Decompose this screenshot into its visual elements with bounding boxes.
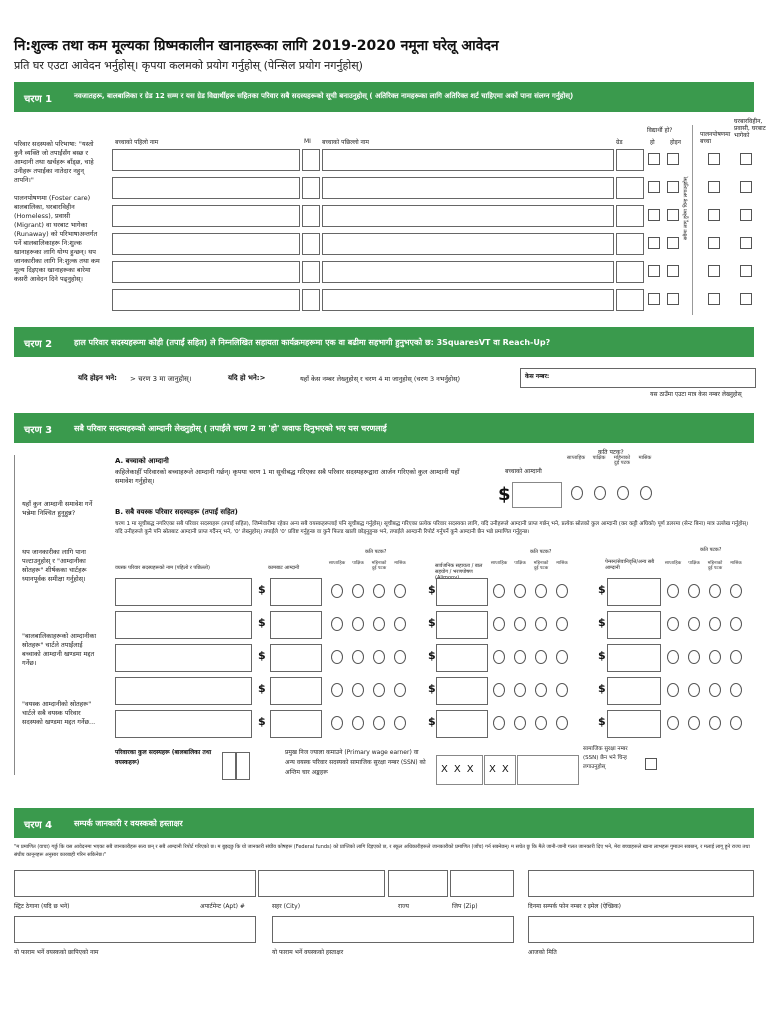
signature-label: यो फाराम भर्ने वयस्कको हस्ताक्षर xyxy=(272,949,344,956)
child-grade-field[interactable] xyxy=(616,261,644,283)
pension-income-dollar: $ xyxy=(598,649,606,662)
child-income-frequency-option[interactable] xyxy=(571,486,583,500)
work-frequency-option[interactable] xyxy=(373,617,385,631)
step2-if-no-action: > चरण 3 मा जानुहोस्। xyxy=(130,375,192,383)
assist-frequency-option[interactable] xyxy=(556,584,568,598)
date-label: आजको मिति xyxy=(528,949,557,956)
assist-income-field[interactable] xyxy=(436,677,488,705)
case-number-field[interactable] xyxy=(520,368,756,388)
foster-checkbox[interactable] xyxy=(708,181,720,193)
pension-frequency-option[interactable] xyxy=(688,617,700,631)
student-yes-checkbox[interactable] xyxy=(648,153,660,165)
printed-name-field[interactable] xyxy=(14,916,256,943)
pension-frequency-option[interactable] xyxy=(730,617,742,631)
ssn-label: प्रमुख निज ज्याला कमाउने (Primary wage earner) वा अन्य वयस्क परिवार सदस्यको सामाजिक सुरक्षा नम्बर (SSN) को अन्तिम चार अङ्कहरू xyxy=(285,749,426,776)
work-frequency-option[interactable] xyxy=(331,683,343,697)
student-yes-checkbox[interactable] xyxy=(648,181,660,193)
work-income-dollar: $ xyxy=(258,682,266,695)
child-grade-field[interactable] xyxy=(616,177,644,199)
child-first-name-field[interactable] xyxy=(112,205,300,227)
assist-frequency-option[interactable] xyxy=(493,716,505,730)
col-assistance-income: सार्वजनिक सहायता / बाल सहयोग / भरणपोषण xyxy=(435,563,483,575)
assist-frequency-option[interactable] xyxy=(493,650,505,664)
pension-frequency-option[interactable] xyxy=(709,617,721,631)
step3-band xyxy=(14,413,754,443)
work-frequency-option[interactable] xyxy=(373,683,385,697)
work-frequency-option[interactable] xyxy=(331,617,343,631)
no-ssn-checkbox[interactable] xyxy=(645,758,657,770)
frequency-header: महिनाको दुई पटक xyxy=(707,561,723,571)
child-income-field[interactable] xyxy=(512,482,562,508)
step4-band xyxy=(14,808,754,838)
child-mi-field[interactable] xyxy=(302,205,320,227)
pension-income-field[interactable] xyxy=(607,578,661,606)
foster-checkbox[interactable] xyxy=(708,153,720,165)
adult-income-title: B. सबै वयस्क परिवार सदस्यहरू (तपाईं सहित) xyxy=(115,508,238,516)
ssn-mask-2: XX xyxy=(489,764,515,775)
work-frequency-option[interactable] xyxy=(373,584,385,598)
work-frequency-option[interactable] xyxy=(352,617,364,631)
frequency-header: पाक्षिक xyxy=(514,561,526,566)
assist-frequency-option[interactable] xyxy=(493,584,505,598)
assist-frequency-option[interactable] xyxy=(535,650,547,664)
step2-band xyxy=(14,327,754,357)
col-last-name: बच्चाको पछिल्लो नाम xyxy=(322,139,369,146)
frequency-header: साप्ताहिक xyxy=(490,561,508,566)
frequency-header: महिनाको दुई पटक xyxy=(371,561,387,571)
step1-foster-note: पालनपोषणमा (Foster care) बालबालिका, घरबारविहीन (Homeless), प्रवासी (Migrant) वा घरबाट भागेका (Runaway) को परिभाषाअन्तर्गत पर्ने बालबालिकाहरू नि:शुल्क खानाहरूका लागि योग्य हुन्छन्। थप जानकारीका लागि नि:शुल्क तथा कम मूल्य दिइएका खानाहरूका बारेमा कसरी आवेदन दिने पढ्नुहोस्। xyxy=(14,194,100,283)
col-grade: ग्रेड xyxy=(616,139,623,146)
frequency-header: महिनाको दुई पटक xyxy=(613,455,631,466)
work-income-field[interactable] xyxy=(270,611,322,639)
step1-band xyxy=(14,82,754,112)
vertical-mark-note: सबैमा लागू हुनेमा चिन्ह लगाउनुहोस् xyxy=(683,176,689,240)
child-income-frequency-option[interactable] xyxy=(617,486,629,500)
work-frequency-option[interactable] xyxy=(373,650,385,664)
child-grade-field[interactable] xyxy=(616,233,644,255)
work-frequency-option[interactable] xyxy=(352,650,364,664)
child-first-name-field[interactable] xyxy=(112,289,300,311)
how-often-assist: कति पटक? xyxy=(530,549,552,555)
homeless-migrant-runaway-checkbox[interactable] xyxy=(740,293,752,305)
assist-income-dollar: $ xyxy=(428,616,436,629)
street-address-field[interactable] xyxy=(14,870,256,897)
pension-frequency-option[interactable] xyxy=(667,716,679,730)
work-frequency-option[interactable] xyxy=(394,683,406,697)
step2-if-yes-action: यहाँ केस नम्बर लेख्नुहोस् र चरण 4 मा जानुहोस् (चरण 3 नभर्नुहोस्) xyxy=(300,375,460,383)
assist-frequency-option[interactable] xyxy=(535,683,547,697)
col-first-name: बच्चाको पहिलो नाम xyxy=(115,139,159,146)
total-members-label: परिवारका कुल सदस्यहरू (बालबालिका तथा वयस्कहरू) xyxy=(115,749,212,766)
student-no-checkbox[interactable] xyxy=(667,265,679,277)
assist-frequency-option[interactable] xyxy=(514,617,526,631)
work-income-dollar: $ xyxy=(258,649,266,662)
pension-frequency-option[interactable] xyxy=(730,716,742,730)
col-pension-income: पेन्सन/सेवानिवृत्ति/अन्य सबै आम्दानी xyxy=(605,559,655,571)
child-grade-field[interactable] xyxy=(616,149,644,171)
foster-checkbox[interactable] xyxy=(708,293,720,305)
child-last-name-field[interactable] xyxy=(322,233,614,255)
frequency-header: साप्ताहिक xyxy=(664,561,682,566)
step2-if-no: यदि होइन भने: xyxy=(78,374,117,382)
child-income-frequency-option[interactable] xyxy=(594,486,606,500)
work-frequency-option[interactable] xyxy=(373,716,385,730)
work-income-field[interactable] xyxy=(270,710,322,738)
frequency-header: पाक्षिक xyxy=(352,561,364,566)
pension-frequency-option[interactable] xyxy=(688,683,700,697)
pension-frequency-option[interactable] xyxy=(709,683,721,697)
work-income-dollar: $ xyxy=(258,715,266,728)
work-income-field[interactable] xyxy=(270,644,322,672)
adult-name-field[interactable] xyxy=(115,644,252,672)
frequency-header: मासिक xyxy=(556,561,568,566)
assist-income-field[interactable] xyxy=(436,611,488,639)
frequency-header: महिनाको दुई पटक xyxy=(533,561,549,571)
ssn-mask-box-2 xyxy=(484,755,516,785)
pension-income-dollar: $ xyxy=(598,583,606,596)
form-title: नि:शुल्क तथा कम मूल्यका ग्रिष्मकालीन खानाहरूका लागि 2019-2020 नमूना घरेलू आवेदन xyxy=(14,38,499,54)
work-income-dollar: $ xyxy=(258,583,266,596)
work-income-dollar: $ xyxy=(258,616,266,629)
child-last-name-field[interactable] xyxy=(322,289,614,311)
how-often-pension: कति पटक? xyxy=(700,547,722,553)
work-frequency-option[interactable] xyxy=(352,584,364,598)
pension-frequency-option[interactable] xyxy=(667,650,679,664)
child-first-name-field[interactable] xyxy=(112,233,300,255)
work-frequency-option[interactable] xyxy=(331,584,343,598)
step3-left-border xyxy=(14,455,15,775)
frequency-header: मासिक xyxy=(394,561,406,566)
work-frequency-option[interactable] xyxy=(331,716,343,730)
col-foster: पालनपोषणमा बच्चा xyxy=(700,131,731,145)
student-no-checkbox[interactable] xyxy=(667,153,679,165)
assist-frequency-option[interactable] xyxy=(535,617,547,631)
step3-text: सबै परिवार सदस्यहरूको आम्दानी लेख्नुहोस् ( तपाईंले चरण 2 मा 'हो' जवाफ दिनुभएको भए यस चरणलाई xyxy=(74,424,387,433)
frequency-header: पाक्षिक xyxy=(688,561,700,566)
pension-frequency-option[interactable] xyxy=(730,584,742,598)
printed-name-label: यो फाराम भर्ने वयस्कको छापिएको नाम xyxy=(14,949,99,956)
assist-income-dollar: $ xyxy=(428,715,436,728)
work-frequency-option[interactable] xyxy=(394,650,406,664)
foster-checkbox[interactable] xyxy=(708,265,720,277)
ssn-last-four-field[interactable] xyxy=(517,755,579,785)
student-yes-checkbox[interactable] xyxy=(648,265,660,277)
frequency-header: मासिक xyxy=(638,455,652,461)
pension-frequency-option[interactable] xyxy=(730,650,742,664)
child-last-name-field[interactable] xyxy=(322,177,614,199)
assist-frequency-option[interactable] xyxy=(556,716,568,730)
homeless-migrant-runaway-checkbox[interactable] xyxy=(740,181,752,193)
col-student: विद्यार्थी हो? xyxy=(647,127,673,134)
state-field[interactable] xyxy=(388,870,448,897)
step1-divider xyxy=(692,125,693,315)
student-no-checkbox[interactable] xyxy=(667,293,679,305)
zip-label: जिप (Zip) xyxy=(452,903,478,910)
child-grade-field[interactable] xyxy=(616,205,644,227)
adult-name-field[interactable] xyxy=(115,677,252,705)
student-yes-checkbox[interactable] xyxy=(648,209,660,221)
how-often-label-a: कति पटक? xyxy=(598,449,624,456)
assist-frequency-option[interactable] xyxy=(514,650,526,664)
pension-income-field[interactable] xyxy=(607,611,661,639)
adult-name-field[interactable] xyxy=(115,710,252,738)
ssn-mask-1: XXX xyxy=(441,764,480,775)
zip-field[interactable] xyxy=(450,870,514,897)
income-charts-note: थप जानकारीका लागि पाना पल्टाउनुहोस् र "आम्दानीका स्रोतहरू" शीर्षकका चार्टहरू ध्यानपूर्वक समीक्षा गर्नुहोस्। xyxy=(22,548,87,583)
child-mi-field[interactable] xyxy=(302,233,320,255)
work-frequency-option[interactable] xyxy=(352,716,364,730)
frequency-header: मासिक xyxy=(730,561,742,566)
student-no-checkbox[interactable] xyxy=(667,209,679,221)
case-number-hint: यस ठाउँमा एउटा मात्र केस नम्बर लेख्नुहोस् xyxy=(650,391,742,398)
assist-frequency-option[interactable] xyxy=(535,716,547,730)
pension-frequency-option[interactable] xyxy=(709,650,721,664)
step1-text: नवजातहरू, बालबालिका र ग्रेड 12 सम्म र यस ग्रेड विद्यार्थीहरू सहितका परिवार सबै सदस्यहरूको सूची बनाउनुहोस् ( अतिरिक्त नामहरूका लागि अतिरिक्त शर्ट चाहिएमा अर्को पाना संलग्न गर्नुहोस्) xyxy=(74,92,574,100)
phone-email-label: दिनमा सम्पर्क फोन नम्बर र इमेल (ऐच्छिक) xyxy=(528,903,621,910)
child-last-name-field[interactable] xyxy=(322,261,614,283)
work-frequency-option[interactable] xyxy=(331,650,343,664)
frequency-header: साप्ताहिक xyxy=(328,561,346,566)
step3-label: चरण 3 xyxy=(24,425,53,436)
pension-income-dollar: $ xyxy=(598,715,606,728)
col-adult-name: वयस्क परिवार सदस्यहरूको नाम (पहिलो र पछिल्लो) xyxy=(115,565,210,571)
step2-text: हाल परिवार सदस्यहरूमा कोही (तपाईं सहित) ले निम्नलिखित सहायता कार्यक्रमहरूमा एक वा बढीमा सहभागी हुनुभएको छ: 3SquaresVT वा Reach-Up? xyxy=(74,338,551,347)
child-income-chart-note: "बालबालिकाहरूको आम्दानीका स्रोतहरू" चार्टले तपाईंलाई बच्चाको आम्दानी खण्डमा मद्दत गर्नेछ। xyxy=(22,632,97,667)
state-label: राज्य xyxy=(398,903,409,910)
frequency-header: साप्ताहिक xyxy=(566,455,586,461)
assist-income-dollar: $ xyxy=(428,649,436,662)
pension-frequency-option[interactable] xyxy=(688,584,700,598)
no-ssn-label: सामाजिक सुरक्षा नम्बर (SSN) छैन भने चिन्ह लगाउनुहोस् xyxy=(583,746,628,770)
certification-text: "म प्रमाणित (वाचा) गर्छु कि यस आवेदनमा भएका सबै जानकारीहरू सत्य छन् र सबै आम्दानी रिपोर्ट गरिएको छ। म बुझ्दछु कि यो जानकारी संघीय कोषहरू (Federal funds) को प्राप्तिको लागि दिइएको छ, र स्कूल अधिकारीहरूले जानकारीको प्रमाणित (जाँच) गर्न सक्नेछन्। म सचेत छु कि मैले जानी-जानी गलत जानकारी दिए भने, मेरा बच्चाहरूले खाना लाभहरू गुमाउन सक्छन्, र मलाई लागू हुने राज्य तथा संघीय कानूनहरू अनुसार कारबाही गरिन सकिनेछ।" xyxy=(14,844,750,858)
assist-income-field[interactable] xyxy=(436,644,488,672)
child-income-frequency-option[interactable] xyxy=(640,486,652,500)
adult-income-text: चरण 1 मा सूचीबद्ध नगरिएका सबै परिवार सदस्यहरू (तपाईं सहित), जिम्मेवारीमा रहेका अन्य सबै वयस्कहरूलाई पनि सूचीबद्ध गर्नुहोस्। सूचीबद्ध गरिएका प्रत्येक परिवार सदस्यका लागि, यदि उनीहरूले आम्दानी प्राप्त गर्छन् भने, प्रत्येक स्रोतको कुल आम्दानी (कर कट्टी अघिको) पूर्ण डलरमा (सेन्ट बिना) मात्र उल्लेख गर्नुहोस्। यदि उनीहरूले कुनै पनि स्रोतबाट आम्दानी प्राप्त गर्दैनन् भने, '0' लेख्नुहोस्। तपाईंले '0' प्रविष्ट गर्नुहुन्छ वा कुनै फिल्ड खाली छोड्नुहुन्छ भने, तपाईंले आम्दानी रिपोर्ट गर्नुपर्ने कुनै आम्दानी छैन भन्ने प्रमाणित गर्नुहुन्छ। xyxy=(115,521,749,535)
homeless-migrant-runaway-checkbox[interactable] xyxy=(740,265,752,277)
assist-income-field[interactable] xyxy=(436,578,488,606)
pension-income-field[interactable] xyxy=(607,644,661,672)
apt-label: अपार्टमेन्ट (Apt) # xyxy=(200,903,245,910)
pension-frequency-option[interactable] xyxy=(730,683,742,697)
form-subtitle: प्रति घर एउटा आवेदन भर्नुहोस्। कृपया कलमको प्रयोग गर्नुहोस् (पेन्सिल प्रयोग नगर्नुहोस्) xyxy=(14,59,363,72)
col-no: होइन xyxy=(670,139,682,146)
assist-frequency-option[interactable] xyxy=(493,683,505,697)
student-yes-checkbox[interactable] xyxy=(648,237,660,249)
pension-frequency-option[interactable] xyxy=(709,584,721,598)
ssn-mask-box-1 xyxy=(436,755,483,785)
income-unsure-note: यहाँ कुन आम्दानी समावेश गर्ने भन्नेमा निश्चित हुनुहुन्न? xyxy=(22,500,93,517)
step4-label: चरण 4 xyxy=(24,820,53,831)
step1-label: चरण 1 xyxy=(24,94,53,105)
assist-frequency-option[interactable] xyxy=(514,683,526,697)
pension-frequency-option[interactable] xyxy=(667,617,679,631)
pension-frequency-option[interactable] xyxy=(688,716,700,730)
assist-income-field[interactable] xyxy=(436,710,488,738)
street-address-label: स्ट्रिट ठेगाना (यदि छ भने) xyxy=(14,903,70,910)
pension-frequency-option[interactable] xyxy=(709,716,721,730)
foster-checkbox[interactable] xyxy=(708,209,720,221)
work-frequency-option[interactable] xyxy=(394,617,406,631)
col-hmr: घरबारविहीन, प्रवासी, घरबाट भागेको xyxy=(734,118,766,139)
city-label: सहर (City) xyxy=(272,903,301,910)
child-mi-field[interactable] xyxy=(302,289,320,311)
child-last-name-field[interactable] xyxy=(322,205,614,227)
homeless-migrant-runaway-checkbox[interactable] xyxy=(740,153,752,165)
assist-frequency-option[interactable] xyxy=(493,617,505,631)
city-field[interactable] xyxy=(258,870,385,897)
child-mi-field[interactable] xyxy=(302,149,320,171)
child-mi-field[interactable] xyxy=(302,261,320,283)
assist-frequency-option[interactable] xyxy=(556,683,568,697)
assist-frequency-option[interactable] xyxy=(535,584,547,598)
work-frequency-option[interactable] xyxy=(394,584,406,598)
adult-name-field[interactable] xyxy=(115,578,252,606)
child-income-title: A. बच्चाको आम्दानी xyxy=(115,457,169,465)
work-frequency-option[interactable] xyxy=(352,683,364,697)
pension-income-field[interactable] xyxy=(607,710,661,738)
total-members-field-1[interactable] xyxy=(222,752,236,780)
homeless-migrant-runaway-checkbox[interactable] xyxy=(740,237,752,249)
case-number-label: केस नम्बर: xyxy=(525,373,550,380)
pension-frequency-option[interactable] xyxy=(688,650,700,664)
assist-income-dollar: $ xyxy=(428,583,436,596)
col-yes: हो xyxy=(650,139,655,146)
child-last-name-field[interactable] xyxy=(322,149,614,171)
date-field[interactable] xyxy=(528,916,754,943)
child-income-text: कहिलेकाहीँ परिवारको बच्चाहरूले आम्दानी गर्छन्। कृपया चरण 1 मा सूचीबद्ध गरिएका सबै परिवार सदस्यहरूद्वारा आर्जन गरिएको कुल आम्दानी यहाँ समावेश गर्नुहोस्। xyxy=(115,468,460,485)
signature-field[interactable] xyxy=(272,916,514,943)
student-no-checkbox[interactable] xyxy=(667,181,679,193)
pension-income-dollar: $ xyxy=(598,616,606,629)
total-members-field-2[interactable] xyxy=(236,752,250,780)
homeless-migrant-runaway-checkbox[interactable] xyxy=(740,209,752,221)
assist-frequency-option[interactable] xyxy=(514,584,526,598)
step4-text: सम्पर्क जानकारी र वयस्कको हस्ताक्षर xyxy=(74,819,183,828)
assist-frequency-option[interactable] xyxy=(514,716,526,730)
assist-frequency-option[interactable] xyxy=(556,617,568,631)
adult-income-chart-note: "वयस्क आम्दानीको स्रोतहरू" चार्टले सबै वयस्क परिवार सदस्यको खण्डमा मद्दत गर्नेछ... xyxy=(22,700,96,726)
step1-household-definition: परिवार सदस्यको परिभाषा: "यस्तो कुनै व्यक्ति जो तपाईंसँग बस्छ र आम्दानी तथा खर्चहरू बाँड्छ, चाहे उनीहरू तपाईंका नातेदार नहुन् तापनि।" xyxy=(14,140,94,184)
child-income-label: बच्चाको आम्दानी xyxy=(505,468,542,475)
col-mi: MI xyxy=(304,138,311,145)
child-first-name-field[interactable] xyxy=(112,149,300,171)
frequency-header: पाक्षिक xyxy=(592,455,606,461)
step2-if-yes: यदि हो भने:> xyxy=(228,374,266,382)
how-often-work: कति पटक? xyxy=(365,549,387,555)
pension-income-field[interactable] xyxy=(607,677,661,705)
adult-name-field[interactable] xyxy=(115,611,252,639)
child-income-dollar: $ xyxy=(498,484,511,505)
step2-label: चरण 2 xyxy=(24,339,53,350)
work-income-field[interactable] xyxy=(270,677,322,705)
pension-frequency-option[interactable] xyxy=(667,683,679,697)
pension-income-dollar: $ xyxy=(598,682,606,695)
child-first-name-field[interactable] xyxy=(112,177,300,199)
student-no-checkbox[interactable] xyxy=(667,237,679,249)
child-first-name-field[interactable] xyxy=(112,261,300,283)
work-frequency-option[interactable] xyxy=(394,716,406,730)
assist-income-dollar: $ xyxy=(428,682,436,695)
pension-frequency-option[interactable] xyxy=(667,584,679,598)
assist-frequency-option[interactable] xyxy=(556,650,568,664)
student-yes-checkbox[interactable] xyxy=(648,293,660,305)
child-grade-field[interactable] xyxy=(616,289,644,311)
col-work-income: कामबाट आम्दानी xyxy=(268,565,300,571)
phone-email-field[interactable] xyxy=(528,870,754,897)
child-mi-field[interactable] xyxy=(302,177,320,199)
work-income-field[interactable] xyxy=(270,578,322,606)
foster-checkbox[interactable] xyxy=(708,237,720,249)
